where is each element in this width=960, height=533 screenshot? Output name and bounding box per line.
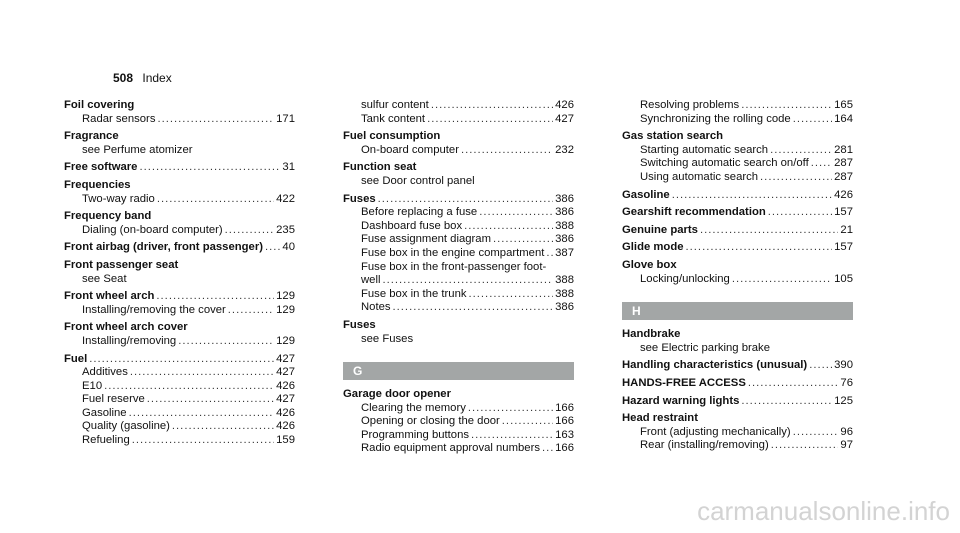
page-ref: 390	[834, 359, 853, 372]
page-ref: 426	[276, 379, 295, 392]
index-heading: Gas station search	[622, 130, 724, 143]
page-number: 508	[113, 71, 134, 85]
index-subentry[interactable]: Two-way radio ..... 422	[64, 193, 295, 207]
index-subentry[interactable]: Radio equipment approval numbers ..... 166	[343, 442, 574, 456]
index-heading: Handbrake	[622, 328, 681, 341]
index-subentry[interactable]: Starting automatic search ..... 281	[622, 144, 853, 158]
index-subentry[interactable]: Locking/unlocking ..... 105	[622, 273, 853, 287]
index-subentry[interactable]: E10 ..... 426	[64, 380, 295, 394]
index-entry[interactable]: HANDS-FREE ACCESS ..... 76	[622, 377, 853, 391]
watermark: carmanualsonline.info	[697, 496, 950, 526]
page-ref: 427	[555, 112, 574, 125]
see-reference[interactable]: see Perfume atomizer	[82, 143, 193, 156]
index-entry[interactable]: Gasoline ..... 426	[622, 189, 853, 203]
page-ref: 125	[834, 394, 853, 407]
page-ref: 96	[840, 425, 853, 438]
page-ref: 157	[834, 241, 853, 254]
index-entry[interactable]: Fuel ..... 427	[64, 353, 295, 367]
index-entry[interactable]: Genuine parts ..... 21	[622, 224, 853, 238]
index-subentry[interactable]: Installing/removing the cover ..... 129	[64, 304, 295, 318]
page-ref: 388	[555, 274, 574, 287]
page-ref: 427	[276, 366, 295, 379]
index-heading: Frequency band	[64, 210, 152, 223]
index-subentry[interactable]: Fuel reserve ..... 427	[64, 393, 295, 407]
page-ref: 171	[276, 112, 295, 125]
page-ref: 76	[840, 376, 853, 389]
index-subentry[interactable]: Resolving problems ..... 165	[622, 99, 853, 113]
index-subentry[interactable]: Quality (gasoline) ..... 426	[64, 420, 295, 434]
page-ref: 287	[834, 157, 853, 170]
page-ref: 386	[555, 301, 574, 314]
index-subentry[interactable]: Additives ..... 427	[64, 366, 295, 380]
index-subentry[interactable]: Programming buttons ..... 163	[343, 429, 574, 443]
page-ref: 166	[555, 442, 574, 455]
index-entry[interactable]: Handling characteristics (unusual) ..... 390	[622, 359, 853, 373]
index-column-3	[622, 99, 853, 453]
page-ref: 281	[834, 143, 853, 156]
index-subentry[interactable]: sulfur content ..... 426	[343, 99, 574, 113]
index-subentry[interactable]: Front (adjusting mechanically) ..... 96	[622, 426, 853, 440]
index-subentry[interactable]: Tank content ..... 427	[343, 113, 574, 127]
see-reference[interactable]: see Seat	[82, 272, 127, 285]
page-ref: 159	[276, 434, 295, 447]
index-entry[interactable]: Gearshift recommendation ..... 157	[622, 206, 853, 220]
page-ref: 427	[276, 393, 295, 406]
index-subentry[interactable]: Before replacing a fuse ..... 386	[343, 206, 574, 220]
index-entry[interactable]: Fuses ..... 386	[343, 193, 574, 207]
index-column-1	[64, 99, 295, 448]
index-subentry-wrap[interactable]: Fuse box in the front-passenger foot-	[361, 260, 547, 273]
page-ref: 129	[276, 290, 295, 303]
index-subentry[interactable]: well ..... 388	[343, 274, 574, 288]
page-ref: 165	[834, 99, 853, 111]
page-ref: 386	[555, 206, 574, 219]
page-ref: 427	[276, 352, 295, 365]
index-subentry[interactable]: Radar sensors ..... 171	[64, 113, 295, 127]
page-ref: 164	[834, 112, 853, 125]
index-subentry[interactable]: Refueling ..... 159	[64, 434, 295, 448]
page-ref: 386	[555, 233, 574, 246]
page-ref: 387	[555, 246, 574, 259]
page-ref: 388	[555, 287, 574, 300]
index-heading: Garage door opener	[343, 388, 451, 401]
index-entry[interactable]: Hazard warning lights ..... 125	[622, 395, 853, 409]
see-reference[interactable]: see Fuses	[361, 332, 414, 345]
index-heading: Function seat	[343, 161, 417, 174]
index-entry[interactable]: Front airbag (driver, front passenger) ..... 40	[64, 241, 295, 255]
index-subentry[interactable]: Notes ..... 386	[343, 301, 574, 315]
index-heading: Fragrance	[64, 130, 119, 143]
index-heading: Frequencies	[64, 178, 131, 191]
index-subentry[interactable]: Dashboard fuse box ..... 388	[343, 220, 574, 234]
page-ref: 163	[555, 428, 574, 441]
index-subentry[interactable]: Opening or closing the door ..... 166	[343, 415, 574, 429]
index-heading: Fuses	[343, 318, 376, 331]
page-ref: 426	[555, 99, 574, 111]
index-subentry[interactable]: Switching automatic search on/off ..... 287	[622, 157, 853, 171]
index-subentry[interactable]: On-board computer ..... 232	[343, 144, 574, 158]
see-reference[interactable]: see Door control panel	[361, 174, 475, 187]
index-entry[interactable]: Free software ..... 31	[64, 161, 295, 175]
index-subentry[interactable]: Using automatic search ..... 287	[622, 171, 853, 185]
page-ref: 166	[555, 415, 574, 428]
index-heading: Glove box	[622, 258, 677, 271]
index-subentry[interactable]: Dialing (on-board computer) ..... 235	[64, 224, 295, 238]
page-ref: 157	[834, 206, 853, 219]
index-heading: Fuel consumption	[343, 130, 441, 143]
page-ref: 97	[840, 439, 853, 452]
page-ref: 166	[555, 401, 574, 414]
index-entry[interactable]: Glide mode ..... 157	[622, 241, 853, 255]
index-subentry[interactable]: Installing/removing ..... 129	[64, 335, 295, 349]
section-letter-bar: H	[622, 302, 853, 320]
index-entry[interactable]: Front wheel arch ..... 129	[64, 290, 295, 304]
page-ref: 426	[834, 188, 853, 201]
page-ref: 129	[276, 303, 295, 316]
page-ref: 105	[834, 272, 853, 285]
index-heading: Front passenger seat	[64, 258, 179, 271]
page-header	[113, 71, 172, 85]
index-subentry[interactable]: Clearing the memory ..... 166	[343, 402, 574, 416]
page-ref: 232	[555, 143, 574, 156]
page-ref: 426	[276, 420, 295, 433]
index-subentry[interactable]: Gasoline ..... 426	[64, 407, 295, 421]
page-ref: 40	[282, 241, 295, 254]
section-letter-bar: G	[343, 362, 574, 380]
index-subentry[interactable]: Fuse assignment diagram ..... 386	[343, 233, 574, 247]
index-subentry[interactable]: Fuse box in the engine compartment ..... 387	[343, 247, 574, 261]
index-subentry[interactable]: Rear (installing/removing) ..... 97	[622, 439, 853, 453]
index-heading: Front wheel arch cover	[64, 321, 188, 334]
index-subentry[interactable]: Synchronizing the rolling code ..... 164	[622, 113, 853, 127]
page-ref: 235	[276, 223, 295, 236]
page-ref: 388	[555, 219, 574, 232]
page-ref: 129	[276, 334, 295, 347]
see-reference[interactable]: see Electric parking brake	[640, 341, 770, 354]
page-ref: 287	[834, 170, 853, 183]
page-ref: 21	[840, 223, 853, 236]
page-ref: 426	[276, 406, 295, 419]
page-ref: 31	[282, 161, 295, 174]
index-heading: Foil covering	[64, 99, 135, 111]
page-ref: 386	[555, 192, 574, 205]
page-ref: 422	[276, 192, 295, 205]
section-name: Index	[142, 71, 172, 85]
index-column-2	[343, 99, 574, 456]
index-heading: Head restraint	[622, 412, 698, 425]
index-subentry[interactable]: Fuse box in the trunk ..... 388	[343, 288, 574, 302]
